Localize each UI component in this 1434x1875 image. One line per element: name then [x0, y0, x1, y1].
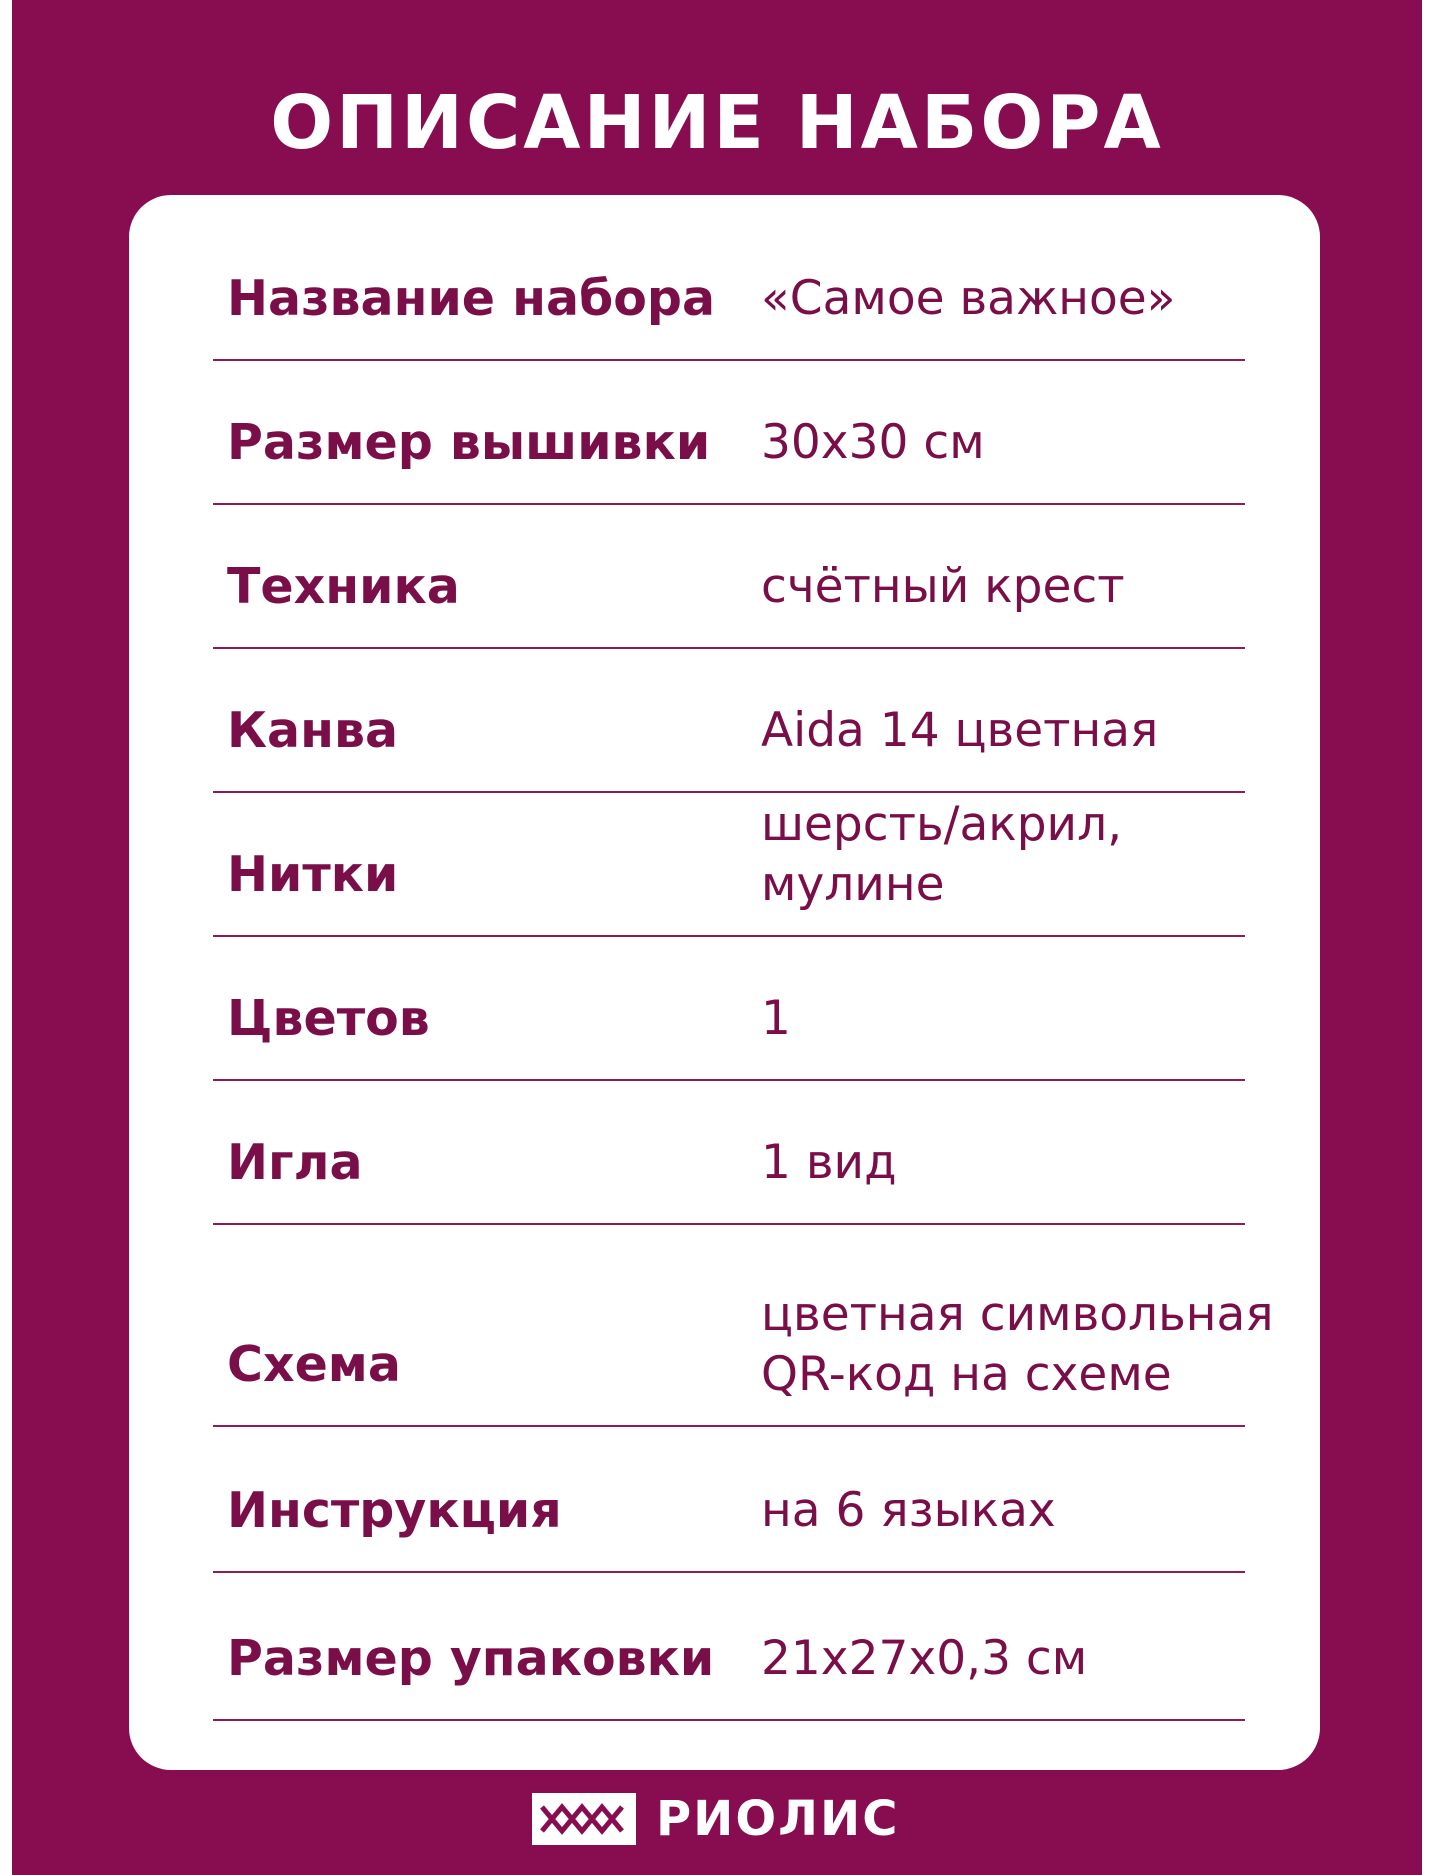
row-value-line: цветная символьная	[761, 1287, 1274, 1342]
row-value: «Самое важное»	[761, 271, 1176, 326]
row-label: Цветов	[227, 990, 430, 1047]
row-value	[761, 1285, 1274, 1405]
row-value: 30х30 см	[761, 415, 985, 470]
page-title: ОПИСАНИЕ НАБОРА	[270, 80, 1164, 166]
row-kit-name	[213, 195, 1245, 361]
row-instruction	[213, 1427, 1245, 1573]
row-embroidery-size	[213, 361, 1245, 505]
row-label: Размер упаковки	[227, 1630, 715, 1687]
row-colors	[213, 937, 1245, 1081]
row-package-size	[213, 1573, 1245, 1721]
row-technique	[213, 505, 1245, 649]
row-canvas	[213, 649, 1245, 793]
brand-logo	[532, 1792, 899, 1846]
page-background	[12, 0, 1422, 1875]
row-label: Техника	[227, 558, 460, 615]
row-label: Канва	[227, 702, 399, 759]
row-label: Инструкция	[227, 1482, 562, 1539]
row-value-line: шерсть/акрил,	[761, 797, 1123, 852]
brand-name: РИОЛИС	[656, 1791, 900, 1847]
row-threads	[213, 793, 1245, 937]
description-card	[129, 195, 1320, 1770]
row-chart-scheme	[213, 1225, 1274, 1427]
row-value: 1	[761, 991, 791, 1046]
row-value-line: QR-код на схеме	[761, 1347, 1172, 1402]
row-label: Название набора	[227, 270, 716, 327]
row-label: Нитки	[227, 846, 399, 903]
row-value: 1 вид	[761, 1135, 897, 1190]
row-value: 21х27х0,3 см	[761, 1631, 1088, 1686]
row-value: на 6 языках	[761, 1483, 1056, 1538]
row-value-line: мулине	[761, 857, 945, 912]
row-value	[761, 795, 1122, 915]
row-label: Схема	[227, 1336, 401, 1393]
row-value: счётный крест	[761, 559, 1125, 614]
row-label: Размер вышивки	[227, 414, 711, 471]
row-value: Aida 14 цветная	[761, 703, 1159, 758]
row-needle	[213, 1081, 1245, 1225]
riolis-logo-icon	[532, 1793, 636, 1845]
row-label: Игла	[227, 1134, 363, 1191]
